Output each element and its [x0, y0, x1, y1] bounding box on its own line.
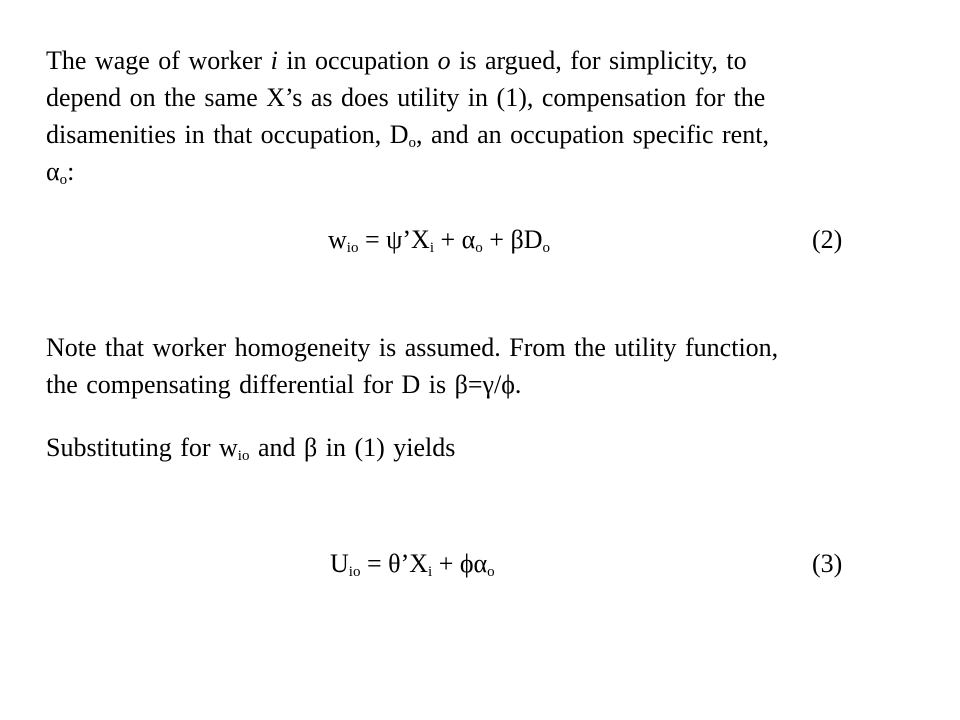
subscript: o — [475, 240, 483, 256]
text-segment: in occupation — [277, 46, 438, 75]
subscript: o — [487, 564, 495, 580]
subscript: i — [428, 564, 433, 580]
subscript: o — [408, 135, 417, 151]
subscript: o — [59, 172, 68, 188]
paragraph-line: the compensating differential for D is β=γ/ϕ. — [46, 370, 522, 399]
text-segment: The wage of worker — [46, 46, 271, 75]
paragraph-line — [46, 116, 926, 153]
eq-term: = ψ’X — [358, 225, 430, 254]
paragraph-line: Note that worker homogeneity is assumed. From the utility function, — [46, 333, 779, 362]
equation-3-number: (3) — [812, 549, 843, 578]
equation-2-number: (2) — [812, 225, 843, 254]
text-segment: Substituting for w — [46, 433, 238, 462]
paragraph-line — [46, 153, 926, 190]
paragraph-wage-definition — [46, 42, 926, 190]
paragraph-line — [46, 429, 926, 466]
paragraph-homogeneity — [46, 329, 926, 403]
subscript: io — [237, 448, 250, 464]
subscript: o — [542, 240, 550, 256]
greek-symbol: α — [46, 157, 60, 186]
text-segment: : — [67, 157, 75, 186]
equation-3 — [330, 545, 495, 582]
text-segment: disamenities in that occupation, D — [46, 120, 409, 149]
italic-variable: i — [270, 46, 278, 75]
eq-term: w — [328, 225, 347, 254]
subscript: io — [346, 240, 359, 256]
subscript: io — [348, 564, 361, 580]
subscript: i — [429, 240, 434, 256]
eq-term: + ϕα — [432, 549, 488, 578]
text-segment: , and an occupation specific rent, — [416, 120, 769, 149]
text-segment: is argued, for simplicity, to — [450, 46, 747, 75]
eq-term: + α — [434, 225, 476, 254]
equation-2 — [328, 221, 550, 258]
text-segment: and β in (1) yields — [249, 433, 456, 462]
italic-variable: o — [437, 46, 451, 75]
paragraph-substitution — [46, 429, 926, 466]
paragraph-line: depend on the same X’s as does utility in (1), compensation for the — [46, 83, 766, 112]
eq-term: = θ’X — [360, 549, 429, 578]
eq-term: U — [330, 549, 349, 578]
paragraph-line — [46, 42, 926, 79]
eq-term: + βD — [482, 225, 543, 254]
